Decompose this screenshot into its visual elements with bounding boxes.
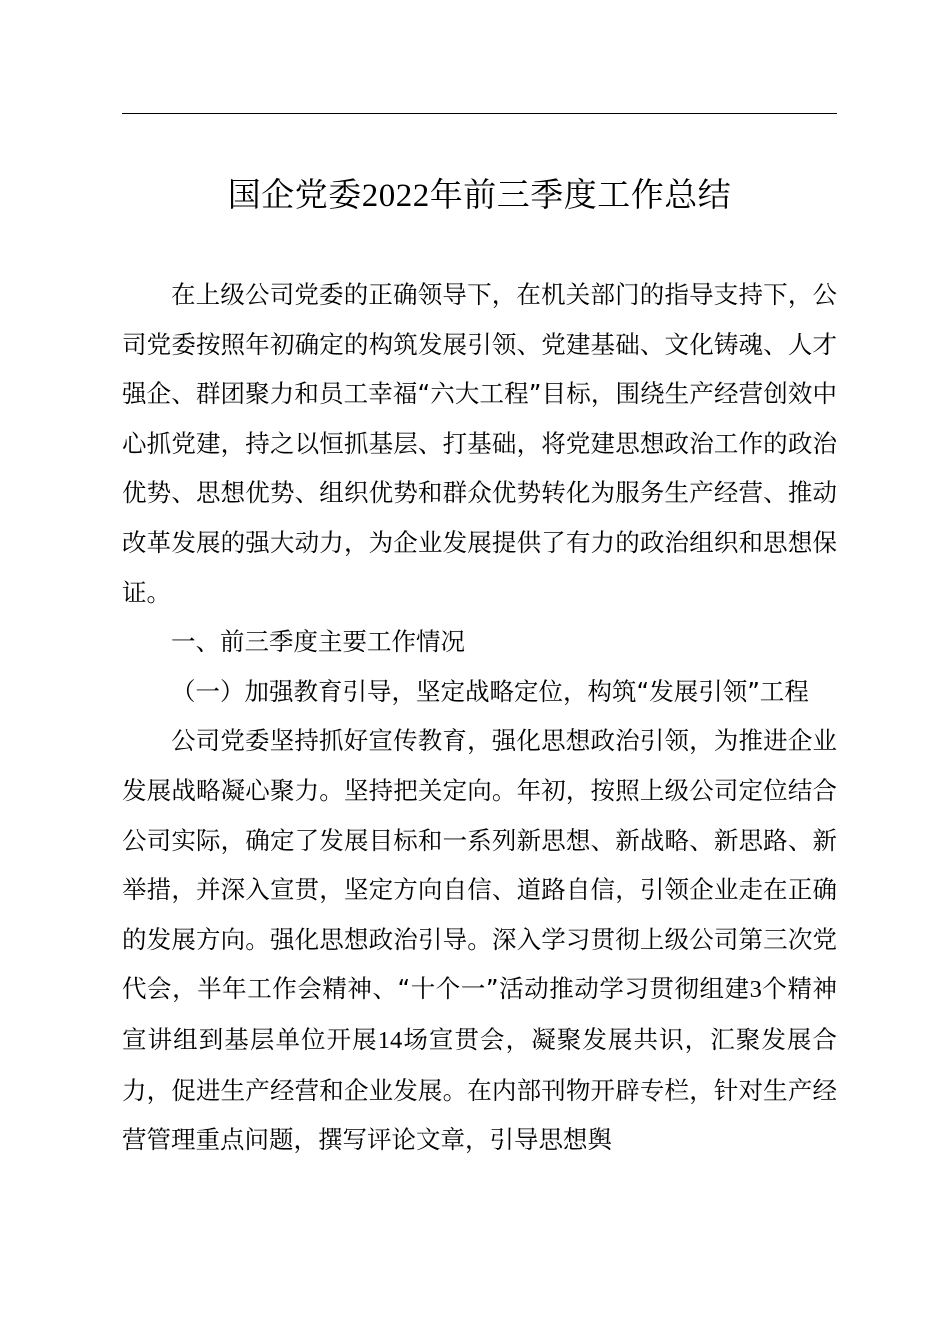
numeral: 3 <box>749 976 762 1004</box>
header-divider <box>122 113 837 114</box>
document-body <box>122 270 837 1165</box>
intro-paragraph: 在上级公司党委的正确领导下，在机关部门的指导支持下，公司党委按照年初确定的构筑发展引领、党建基础、文化铸魂、人才强企、群团聚力和员工幸福“六大工程”目标，围绕生产经营创效中心抓党建，持之以恒抓基层、打基础，将党建思想政治工作的政治优势、思想优势、组织优势和群众优势转化为服务生产经营、推动改革发展的强大动力，为企业发展提供了有力的政治组织和思想保证。 <box>122 280 837 607</box>
numeral: 2022 <box>361 178 430 214</box>
document-title: 国企党委2022年前三季度工作总结 <box>227 175 732 214</box>
subsection-heading: （一）加强教育引导，坚定战略定位，构筑“发展引领”工程 <box>171 676 809 706</box>
section-heading: 一、前三季度主要工作情况 <box>171 627 465 657</box>
numeral: 14 <box>377 1026 403 1054</box>
body-paragraph: 公司党委坚持抓好宣传教育，强化思想政治引领，为推进企业发展战略凝心聚力。坚持把关定向。年初，按照上级公司定位结合公司实际，确定了发展目标和一系列新思想、新战略、新思路、新举措，并深入宣贯，坚定方向自信、道路自信，引领企业走在正确的发展方向。强化思想政治引导。深入学习贯彻上级公司第三次党代会，半年工作会精神、“十个一”活动推动学习贯彻组建3个精神宣讲组到基层单位开展14场宣贯会，凝聚发展共识，汇聚发展合力，促进生产经营和企业发展。在内部刊物开辟专栏，针对生产经营管理重点问题，撰写评论文章，引导思想舆 <box>122 726 838 1155</box>
